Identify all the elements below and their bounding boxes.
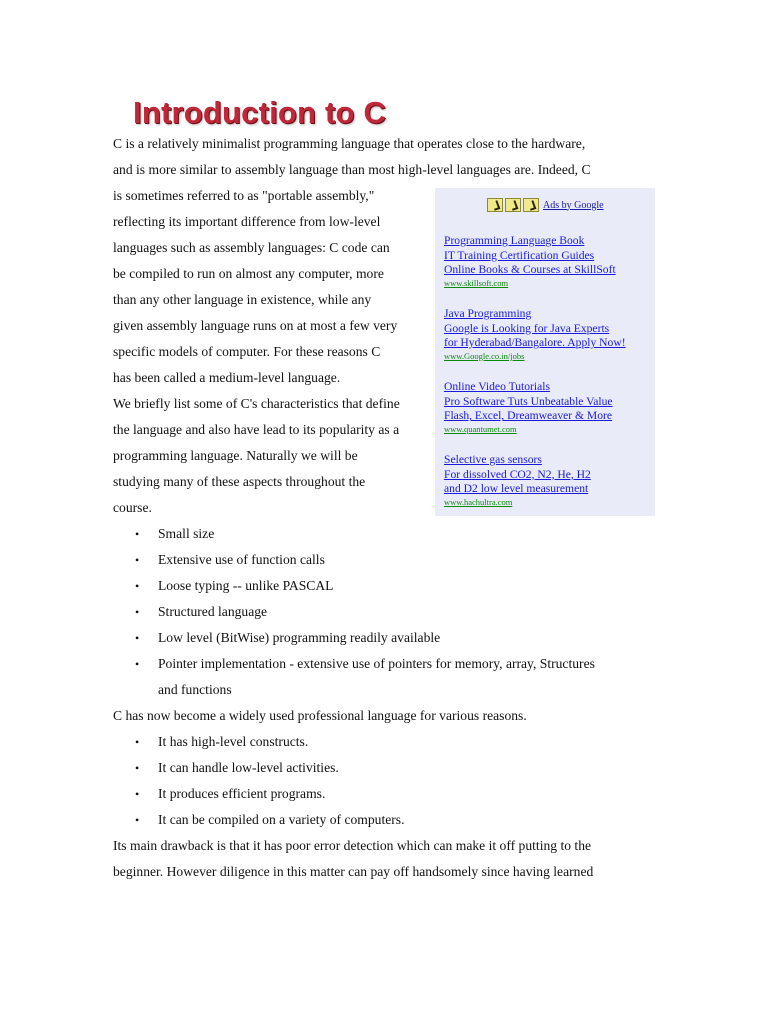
text-line: and is more similar to assembly language than most high-level languages are. Indeed, C (113, 162, 591, 177)
ad-link[interactable]: For dissolved CO2, N2, He, H2 (444, 467, 591, 481)
text-line: has been called a medium-level language. (113, 370, 341, 385)
ad-prev-icon[interactable] (487, 198, 503, 212)
text-line: studying many of these aspects throughout the (113, 474, 366, 489)
ad-item[interactable] (444, 380, 652, 434)
characteristics-paragraph (113, 391, 435, 521)
text-line: given assembly language runs on at most a few very (113, 318, 398, 333)
list-item: • Loose typing -- unlike PASCAL (113, 573, 595, 599)
text-line: specific models of computer. For these reasons C (113, 344, 381, 359)
text-line: languages such as assembly languages: C code can (113, 240, 390, 255)
text-line: Its main drawback is that it has poor error detection which can make it off putting to the (113, 838, 592, 853)
list-item: • Small size (113, 521, 595, 547)
ad-item[interactable] (444, 307, 652, 361)
ad-link[interactable]: Online Video Tutorials (444, 380, 551, 393)
text-line: C has now become a widely used professional language for various reasons. (113, 708, 527, 723)
list-item: • Pointer implementation - extensive use of pointers for memory, array, Structures (113, 651, 595, 677)
ad-info-icon[interactable] (523, 198, 539, 212)
ads-by-google-link[interactable]: Ads by Google (543, 199, 604, 211)
ad-url[interactable]: www.quantumet.com (444, 423, 517, 434)
ad-link[interactable]: Flash, Excel, Dreamweaver & More (444, 409, 613, 423)
list-item: • Low level (BitWise) programming readily available (113, 625, 595, 651)
text-line: the language and also have lead to its popularity as a (113, 422, 400, 437)
list-item-continuation (158, 677, 698, 703)
ad-link[interactable]: Pro Software Tuts Unbeatable Value (444, 394, 613, 408)
text-line: beginner. However diligence in this matter can pay off handsomely since having learned (113, 864, 594, 879)
ad-link[interactable]: and D2 low level measurement (444, 482, 589, 496)
ad-link[interactable]: for Hyderabad/Bangalore. Apply Now! (444, 336, 626, 350)
text-line: course. (113, 500, 152, 515)
text-line: is sometimes referred to as "portable assembly," (113, 188, 375, 203)
text-line: be compiled to run on almost any computer, more (113, 266, 384, 281)
list-item: • It can handle low-level activities. (113, 755, 405, 781)
intro-paragraph-continued (113, 183, 435, 391)
ad-link[interactable]: Programming Language Book (444, 234, 585, 247)
ad-next-icon[interactable] (505, 198, 521, 212)
ad-item[interactable] (444, 234, 652, 288)
list-item: • Extensive use of function calls (113, 547, 595, 573)
text-line: and functions (158, 682, 232, 697)
ad-link[interactable]: Selective gas sensors (444, 453, 542, 466)
features-list (113, 521, 595, 677)
ad-link[interactable]: Java Programming (444, 307, 532, 320)
text-line: than any other language in existence, while any (113, 292, 372, 307)
ad-url[interactable]: www.Google.co.in/jobs (444, 350, 525, 361)
reasons-list (113, 729, 405, 833)
list-item: • It can be compiled on a variety of computers. (113, 807, 405, 833)
list-item: • It has high-level constructs. (113, 729, 405, 755)
reasons-intro (113, 703, 653, 729)
text-line: reflecting its important difference from low-level (113, 214, 381, 229)
text-line: programming language. Naturally we will be (113, 448, 358, 463)
intro-paragraph (113, 131, 653, 183)
list-item: • Structured language (113, 599, 595, 625)
ad-link[interactable]: Online Books & Courses at SkillSoft (444, 263, 616, 277)
text-line: We briefly list some of C's characteristics that define (113, 396, 400, 411)
ad-item[interactable] (444, 453, 652, 507)
ad-url[interactable]: www.hachultra.com (444, 496, 513, 507)
ad-link[interactable]: Google is Looking for Java Experts (444, 321, 610, 335)
page-title: Introduction to C (133, 95, 387, 130)
google-ads-box (435, 188, 655, 516)
ad-link[interactable]: IT Training Certification Guides (444, 248, 595, 262)
text-line: C is a relatively minimalist programming language that operates close to the hardware, (113, 136, 586, 151)
ads-header[interactable] (487, 198, 604, 212)
list-item: • It produces efficient programs. (113, 781, 405, 807)
ad-url[interactable]: www.skillsoft.com (444, 277, 509, 288)
drawback-paragraph (113, 833, 653, 885)
